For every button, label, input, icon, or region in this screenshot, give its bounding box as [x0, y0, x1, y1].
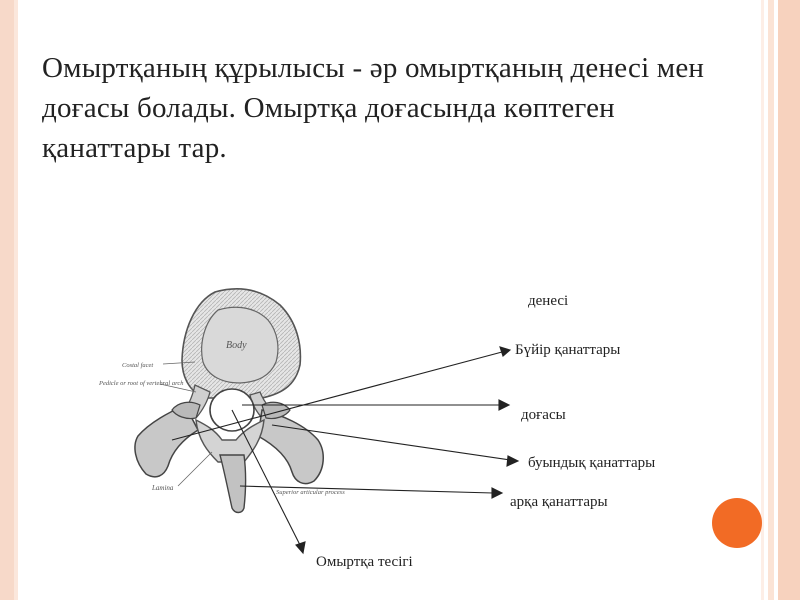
slide-title: Омыртқаның құрылысы - әр омыртқаның денесі мен доғасы болады. Омыртқа доғасында көптеген қанаттары тар. — [42, 52, 705, 164]
figure-label-costal: Costal facet — [122, 362, 154, 369]
arrowhead-articular — [507, 456, 518, 466]
arrowhead-foramen — [296, 542, 305, 553]
figure-label-pedicle: Pedicle or root of vertebral arch — [99, 380, 184, 387]
label-articular: буындық қанаттары — [528, 455, 656, 471]
label-foramen: Омыртқа тесігі — [316, 554, 413, 570]
label-transverse: Бүйір қанаттары — [515, 342, 621, 358]
arrowhead-arch — [499, 400, 509, 410]
label-body: денесі — [528, 293, 569, 309]
label-arch: доғасы — [521, 407, 566, 423]
figure-label-sup-articular: Superior articular process — [276, 489, 345, 496]
arrowhead-transverse — [500, 347, 510, 356]
arrowhead-spinous — [492, 488, 502, 498]
figure-label-lamina: Lamina — [152, 484, 174, 492]
figure-label-body: Body — [226, 340, 247, 351]
label-spinous: арқа қанаттары — [510, 494, 608, 510]
transverse-process-right — [258, 410, 323, 484]
leader-lamina — [178, 452, 212, 486]
decor-orange-circle — [712, 498, 762, 548]
spinous-process — [220, 455, 246, 513]
